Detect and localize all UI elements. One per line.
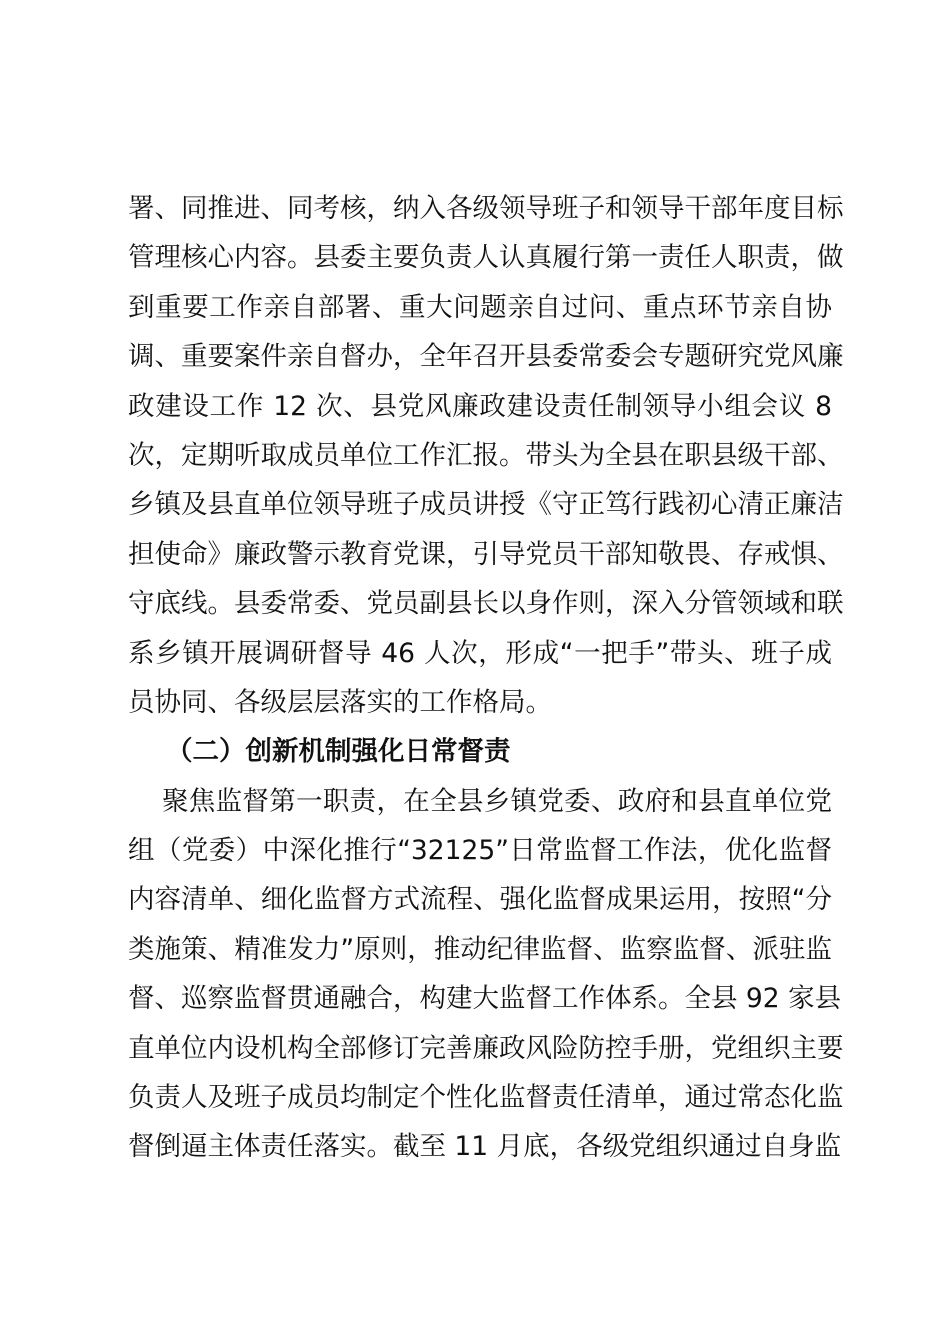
document-page [128,184,844,1172]
text-line: 督倒逼主体责任落实。截至 11 月底，各级党组织通过自身监 [128,1131,842,1163]
text-line: 督、巡察监督贯通融合，构建大监督工作体系。全县 92 家县 [128,983,842,1015]
text-line: 守底线。县委常委、党员副县长以身作则，深入分管领域和联 [128,588,844,620]
text-line: 调、重要案件亲自督办，全年召开县委常委会专题研究党风廉 [128,341,844,373]
text-line: 系乡镇开展调研督导 46 人次，形成“一把手”带头、班子成 [128,637,832,669]
text-line: 类施策、精准发力”原则，推动纪律监督、监察监督、派驻监 [128,933,832,965]
text-line: 负责人及班子成员均制定个性化监督责任清单，通过常态化监 [128,1082,844,1114]
text-line: 聚焦监督第一职责，在全县乡镇党委、政府和县直单位党 [162,785,832,817]
paragraph-2 [128,777,844,1172]
text-line: 员协同、各级层层落实的工作格局。 [128,686,552,718]
text-line: 到重要工作亲自部署、重大问题亲自过问、重点环节亲自协 [128,291,832,323]
text-line: 次，定期听取成员单位工作汇报。带头为全县在职县级干部、 [128,439,844,471]
text-line: 内容清单、细化监督方式流程、强化监督成果运用，按照“分 [128,884,832,916]
text-line: 署、同推进、同考核，纳入各级领导班子和领导干部年度目标 [128,193,844,224]
section-heading: （二）创新机制强化日常督责 [166,736,511,768]
text-line: 组（党委）中深化推行“32125”日常监督工作法，优化监督 [128,835,832,867]
text-line: 担使命》廉政警示教育党课，引导党员干部知敬畏、存戒惧、 [128,538,844,570]
text-line: 乡镇及县直单位领导班子成员讲授《守正笃行践初心清正廉洁 [128,489,844,521]
text-line: 政建设工作 12 次、县党风廉政建设责任制领导小组会议 8 [128,390,832,422]
paragraph-1 [128,184,844,727]
text-line: 直单位内设机构全部修订完善廉政风险防控手册，党组织主要 [128,1032,844,1064]
text-line: 管理核心内容。县委主要负责人认真履行第一责任人职责，做 [128,242,844,274]
